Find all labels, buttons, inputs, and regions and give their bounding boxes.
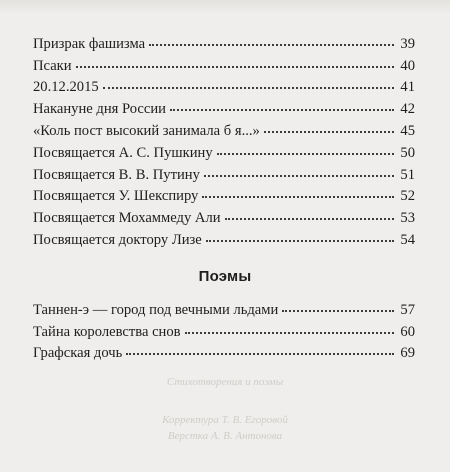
- toc-entry-page: 50: [400, 144, 415, 161]
- leader-dots: [185, 332, 394, 334]
- leader-dots: [225, 218, 394, 220]
- toc-entry: [33, 53, 415, 75]
- toc-entry: [33, 184, 415, 206]
- toc-entry-title: Посвящается доктору Лизе: [33, 231, 202, 248]
- toc-entry-page: 40: [400, 57, 415, 74]
- toc-entry-title: Графская дочь: [33, 345, 123, 362]
- leader-dots: [76, 66, 394, 68]
- toc-entry-page: 53: [400, 210, 415, 227]
- toc-entry-title: Призрак фашизма: [33, 35, 146, 52]
- toc-entry: [33, 297, 415, 319]
- section-heading: Поэмы: [198, 268, 252, 285]
- leader-dots: [126, 353, 394, 355]
- bleed-through-text: Стихотворения и поэмы: [166, 376, 284, 388]
- bleed-through-text: Корректура Т. В. Егоровой: [162, 414, 288, 426]
- toc-entry-title: «Коль пост высокий занимала б я...»: [33, 122, 260, 139]
- table-of-contents-long-poems: [33, 297, 415, 362]
- leader-dots: [217, 153, 394, 155]
- toc-entry-title: Посвящается В. В. Путину: [33, 166, 200, 183]
- leader-dots: [149, 44, 394, 46]
- toc-entry: [33, 319, 415, 341]
- leader-dots: [202, 196, 394, 198]
- toc-entry-title: Накануне дня России: [33, 101, 166, 118]
- leader-dots: [264, 131, 394, 133]
- toc-entry-page: 51: [400, 166, 415, 183]
- toc-entry-page: 54: [400, 231, 415, 248]
- toc-entry-title: Посвящается А. С. Пушкину: [33, 144, 213, 161]
- toc-entry-title: Тайна королевства снов: [33, 323, 181, 340]
- toc-entry-page: 52: [400, 188, 415, 205]
- toc-entry-title: Таннен-э — город под вечными льдами: [33, 301, 279, 318]
- toc-entry-page: 69: [400, 345, 415, 362]
- toc-entry-title: Псаки: [33, 57, 72, 74]
- toc-entry-page: 41: [400, 79, 415, 96]
- table-of-contents-poems: [33, 31, 415, 249]
- toc-entry-title: Посвящается Мохаммеду Али: [33, 210, 221, 227]
- page-top-shadow: [0, 0, 450, 14]
- toc-entry-title: 20.12.2015: [33, 79, 99, 96]
- toc-entry: [33, 96, 415, 118]
- leader-dots: [282, 310, 394, 312]
- toc-entry: [33, 205, 415, 227]
- toc-entry-page: 57: [400, 301, 415, 318]
- leader-dots: [204, 175, 394, 177]
- toc-entry-title: Посвящается У. Шекспиру: [33, 188, 199, 205]
- toc-entry-page: 60: [400, 323, 415, 340]
- leader-dots: [103, 87, 394, 89]
- toc-entry: [33, 162, 415, 184]
- toc-entry-page: 39: [400, 35, 415, 52]
- toc-entry: [33, 341, 415, 363]
- leader-dots: [206, 240, 394, 242]
- toc-entry-page: 42: [400, 101, 415, 118]
- toc-entry-page: 45: [400, 122, 415, 139]
- bleed-through-text: Верстка А. В. Антонова: [167, 430, 283, 442]
- leader-dots: [170, 109, 394, 111]
- toc-entry: [33, 75, 415, 97]
- toc-entry: [33, 118, 415, 140]
- toc-entry: [33, 31, 415, 53]
- toc-entry: [33, 140, 415, 162]
- toc-entry: [33, 227, 415, 249]
